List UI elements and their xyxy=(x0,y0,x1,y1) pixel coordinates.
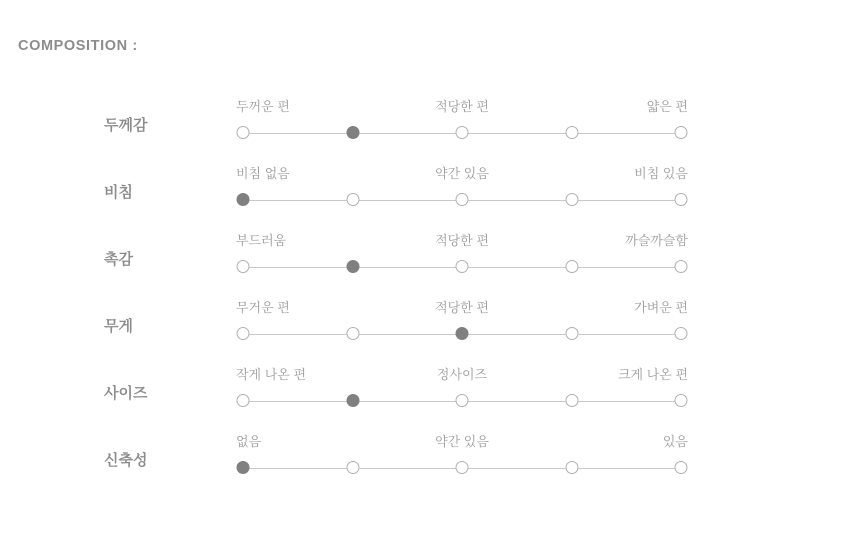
attribute-label: 무게 xyxy=(104,318,133,335)
rating-scale xyxy=(236,126,688,142)
tick-label-group xyxy=(236,366,688,386)
tick-label-group xyxy=(236,98,688,118)
scale-dot[interactable] xyxy=(237,126,250,139)
scale-dot[interactable] xyxy=(237,394,250,407)
scale-dot-selected[interactable] xyxy=(456,327,469,340)
scale-dot[interactable] xyxy=(675,193,688,206)
attribute-row xyxy=(0,155,865,222)
tick-label: 무거운 편 xyxy=(236,300,290,315)
scale-dot[interactable] xyxy=(675,327,688,340)
tick-label: 약간 있음 xyxy=(435,166,489,181)
attribute-row xyxy=(0,356,865,423)
scale-dot[interactable] xyxy=(237,260,250,273)
scale-dot[interactable] xyxy=(456,193,469,206)
scale-dot[interactable] xyxy=(565,394,578,407)
scale-dot[interactable] xyxy=(346,461,359,474)
scale-dot-selected[interactable] xyxy=(346,394,359,407)
rating-scale xyxy=(236,260,688,276)
rating-scale xyxy=(236,461,688,477)
tick-label: 비침 없음 xyxy=(236,166,290,181)
tick-label: 정사이즈 xyxy=(436,367,488,382)
tick-label: 까슬까슬함 xyxy=(625,233,688,248)
scale-dot[interactable] xyxy=(346,193,359,206)
tick-label: 얇은 편 xyxy=(646,99,688,114)
scale-dot[interactable] xyxy=(237,327,250,340)
attribute-label: 사이즈 xyxy=(104,385,148,402)
scale-dot-selected[interactable] xyxy=(237,193,250,206)
scale-dot[interactable] xyxy=(675,461,688,474)
scale-dot[interactable] xyxy=(456,394,469,407)
page-title: COMPOSITION : xyxy=(18,38,138,54)
tick-label: 약간 있음 xyxy=(435,434,489,449)
scale-dot[interactable] xyxy=(565,260,578,273)
attribute-row xyxy=(0,88,865,155)
tick-label-group xyxy=(236,299,688,319)
attribute-row xyxy=(0,222,865,289)
tick-label: 적당한 편 xyxy=(435,99,489,114)
attribute-label: 신축성 xyxy=(104,452,148,469)
attribute-row xyxy=(0,289,865,356)
rating-scale xyxy=(236,327,688,343)
scale-dot[interactable] xyxy=(565,327,578,340)
scale-dot-selected[interactable] xyxy=(346,126,359,139)
scale-dot[interactable] xyxy=(675,260,688,273)
scale-dot[interactable] xyxy=(565,193,578,206)
scale-dot[interactable] xyxy=(456,126,469,139)
tick-label-group xyxy=(236,232,688,252)
rating-scale xyxy=(236,193,688,209)
tick-label-group xyxy=(236,433,688,453)
attribute-label: 두께감 xyxy=(104,117,148,134)
tick-label: 부드러움 xyxy=(236,233,287,248)
tick-label: 두꺼운 편 xyxy=(236,99,290,114)
scale-dot-selected[interactable] xyxy=(346,260,359,273)
tick-label: 작게 나온 편 xyxy=(236,367,307,382)
scale-dot[interactable] xyxy=(565,126,578,139)
attribute-rows xyxy=(0,88,865,490)
tick-label: 적당한 편 xyxy=(435,233,489,248)
tick-label-group xyxy=(236,165,688,185)
tick-label: 크게 나온 편 xyxy=(617,367,688,382)
scale-dot-selected[interactable] xyxy=(237,461,250,474)
tick-label: 있음 xyxy=(662,434,688,449)
scale-dot[interactable] xyxy=(346,327,359,340)
scale-dot[interactable] xyxy=(565,461,578,474)
tick-label: 없음 xyxy=(236,434,262,449)
attribute-label: 비침 xyxy=(104,184,133,201)
scale-dot[interactable] xyxy=(456,461,469,474)
scale-dot[interactable] xyxy=(456,260,469,273)
attribute-label: 촉감 xyxy=(104,251,133,268)
tick-label: 가벼운 편 xyxy=(634,300,688,315)
scale-dot[interactable] xyxy=(675,394,688,407)
tick-label: 적당한 편 xyxy=(435,300,489,315)
scale-dot[interactable] xyxy=(675,126,688,139)
tick-label: 비침 있음 xyxy=(634,166,688,181)
rating-scale xyxy=(236,394,688,410)
attribute-row xyxy=(0,423,865,490)
